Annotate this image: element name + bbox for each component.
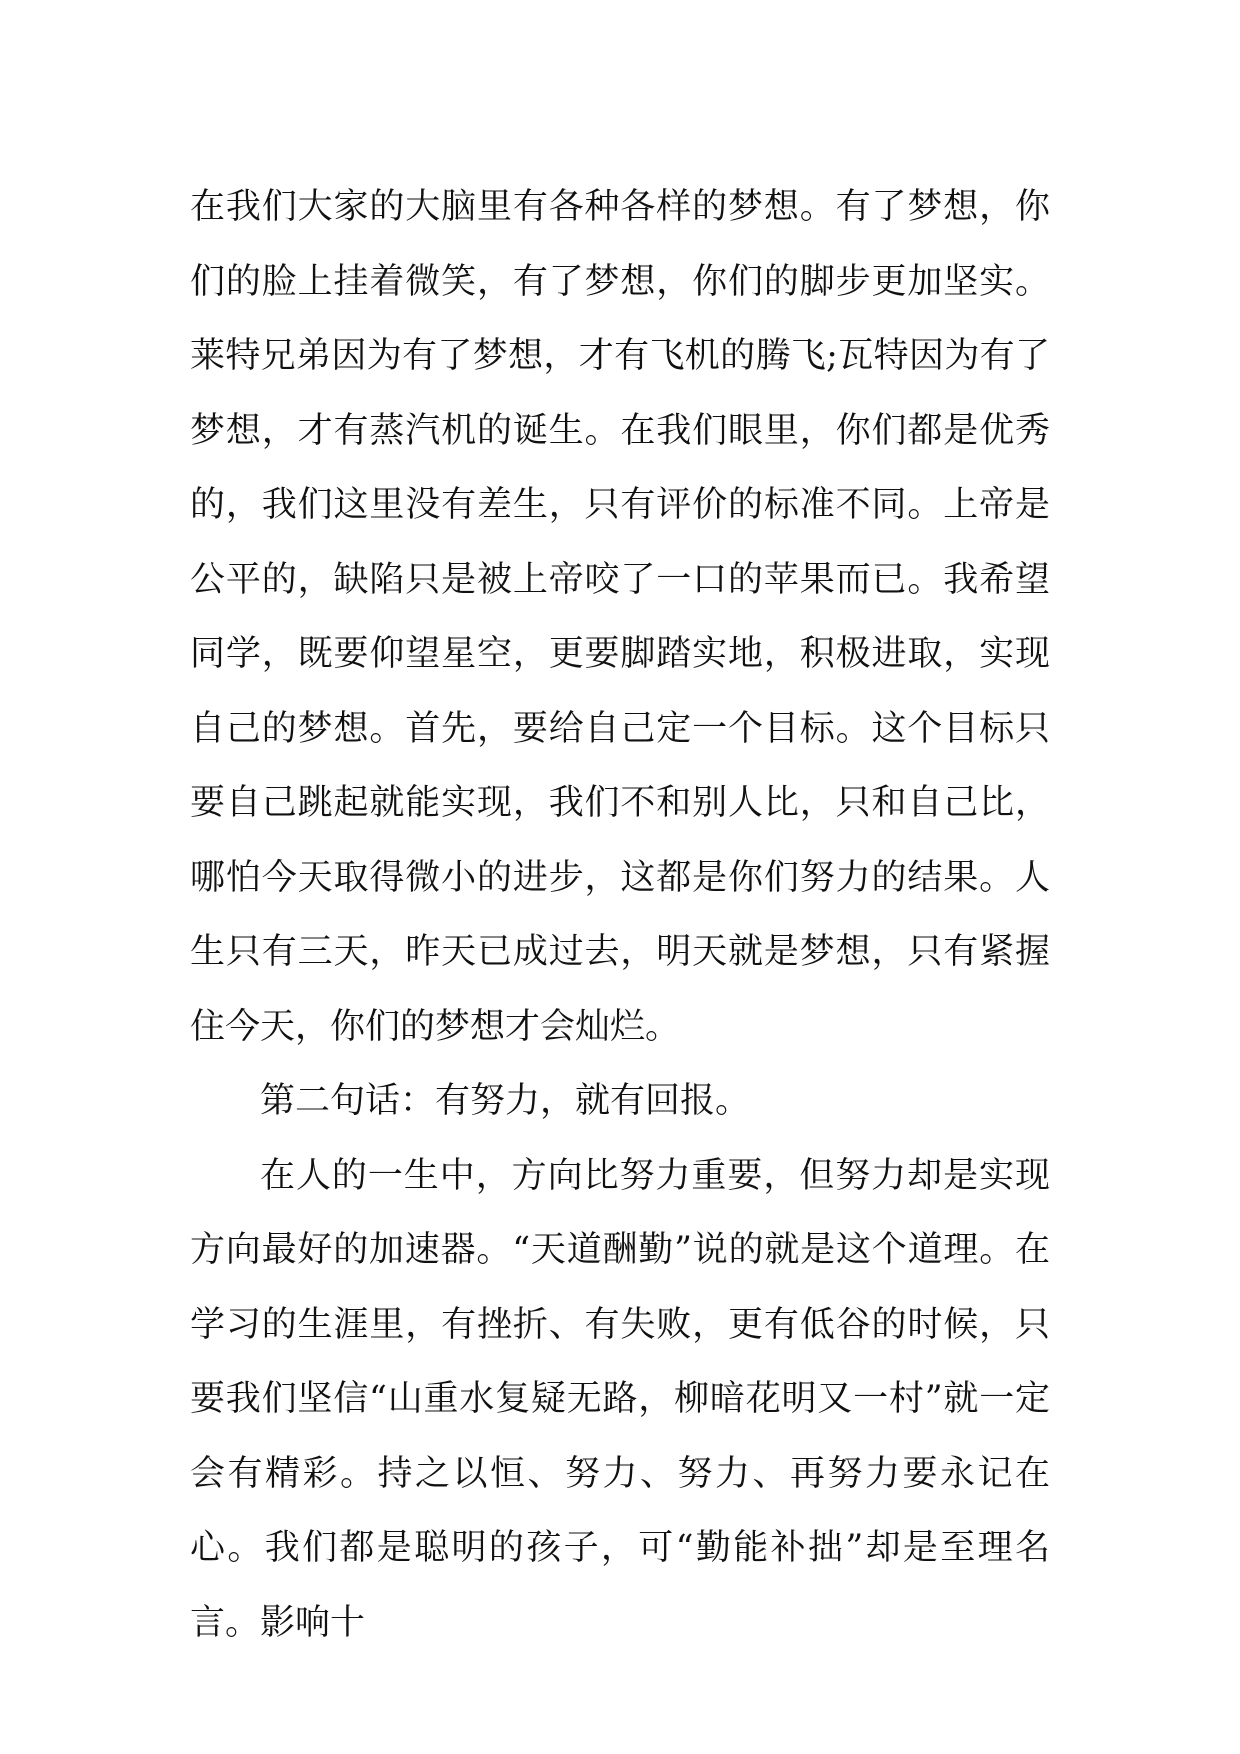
- paragraph-effort: 在人的一生中，方向比努力重要，但努力却是实现方向最好的加速器。“天道酬勤”说的就是这个道理。在学习的生涯里，有挫折、有失败，更有低谷的时候，只要我们坚信“山重水复疑无路，柳暗花明又一村”就一定会有精彩。持之以恒、努力、努力、再努力要永记在心。我们都是聪明的孩子，可“勤能补拙”却是至理名言。影响十: [190, 1155, 1050, 1643]
- document-body: [190, 170, 1050, 1660]
- paragraph-dreams: 在我们大家的大脑里有各种各样的梦想。有了梦想，你们的脸上挂着微笑，有了梦想，你们的脚步更加坚实。莱特兄弟因为有了梦想，才有飞机的腾飞;瓦特因为有了梦想，才有蒸汽机的诞生。在我们眼里，你们都是优秀的，我们这里没有差生，只有评价的标准不同。上帝是公平的，缺陷只是被上帝咬了一口的苹果而已。我希望同学，既要仰望星空，更要脚踏实地，积极进取，实现自己的梦想。首先，要给自己定一个目标。这个目标只要自己跳起就能实现，我们不和别人比，只和自己比，哪怕今天取得微小的进步，这都是你们努力的结果。人生只有三天，昨天已成过去，明天就是梦想，只有紧握住今天，你们的梦想才会灿烂。: [190, 187, 1050, 1047]
- paragraph-second-saying-heading: 第二句话：有努力，就有回报。: [260, 1081, 751, 1121]
